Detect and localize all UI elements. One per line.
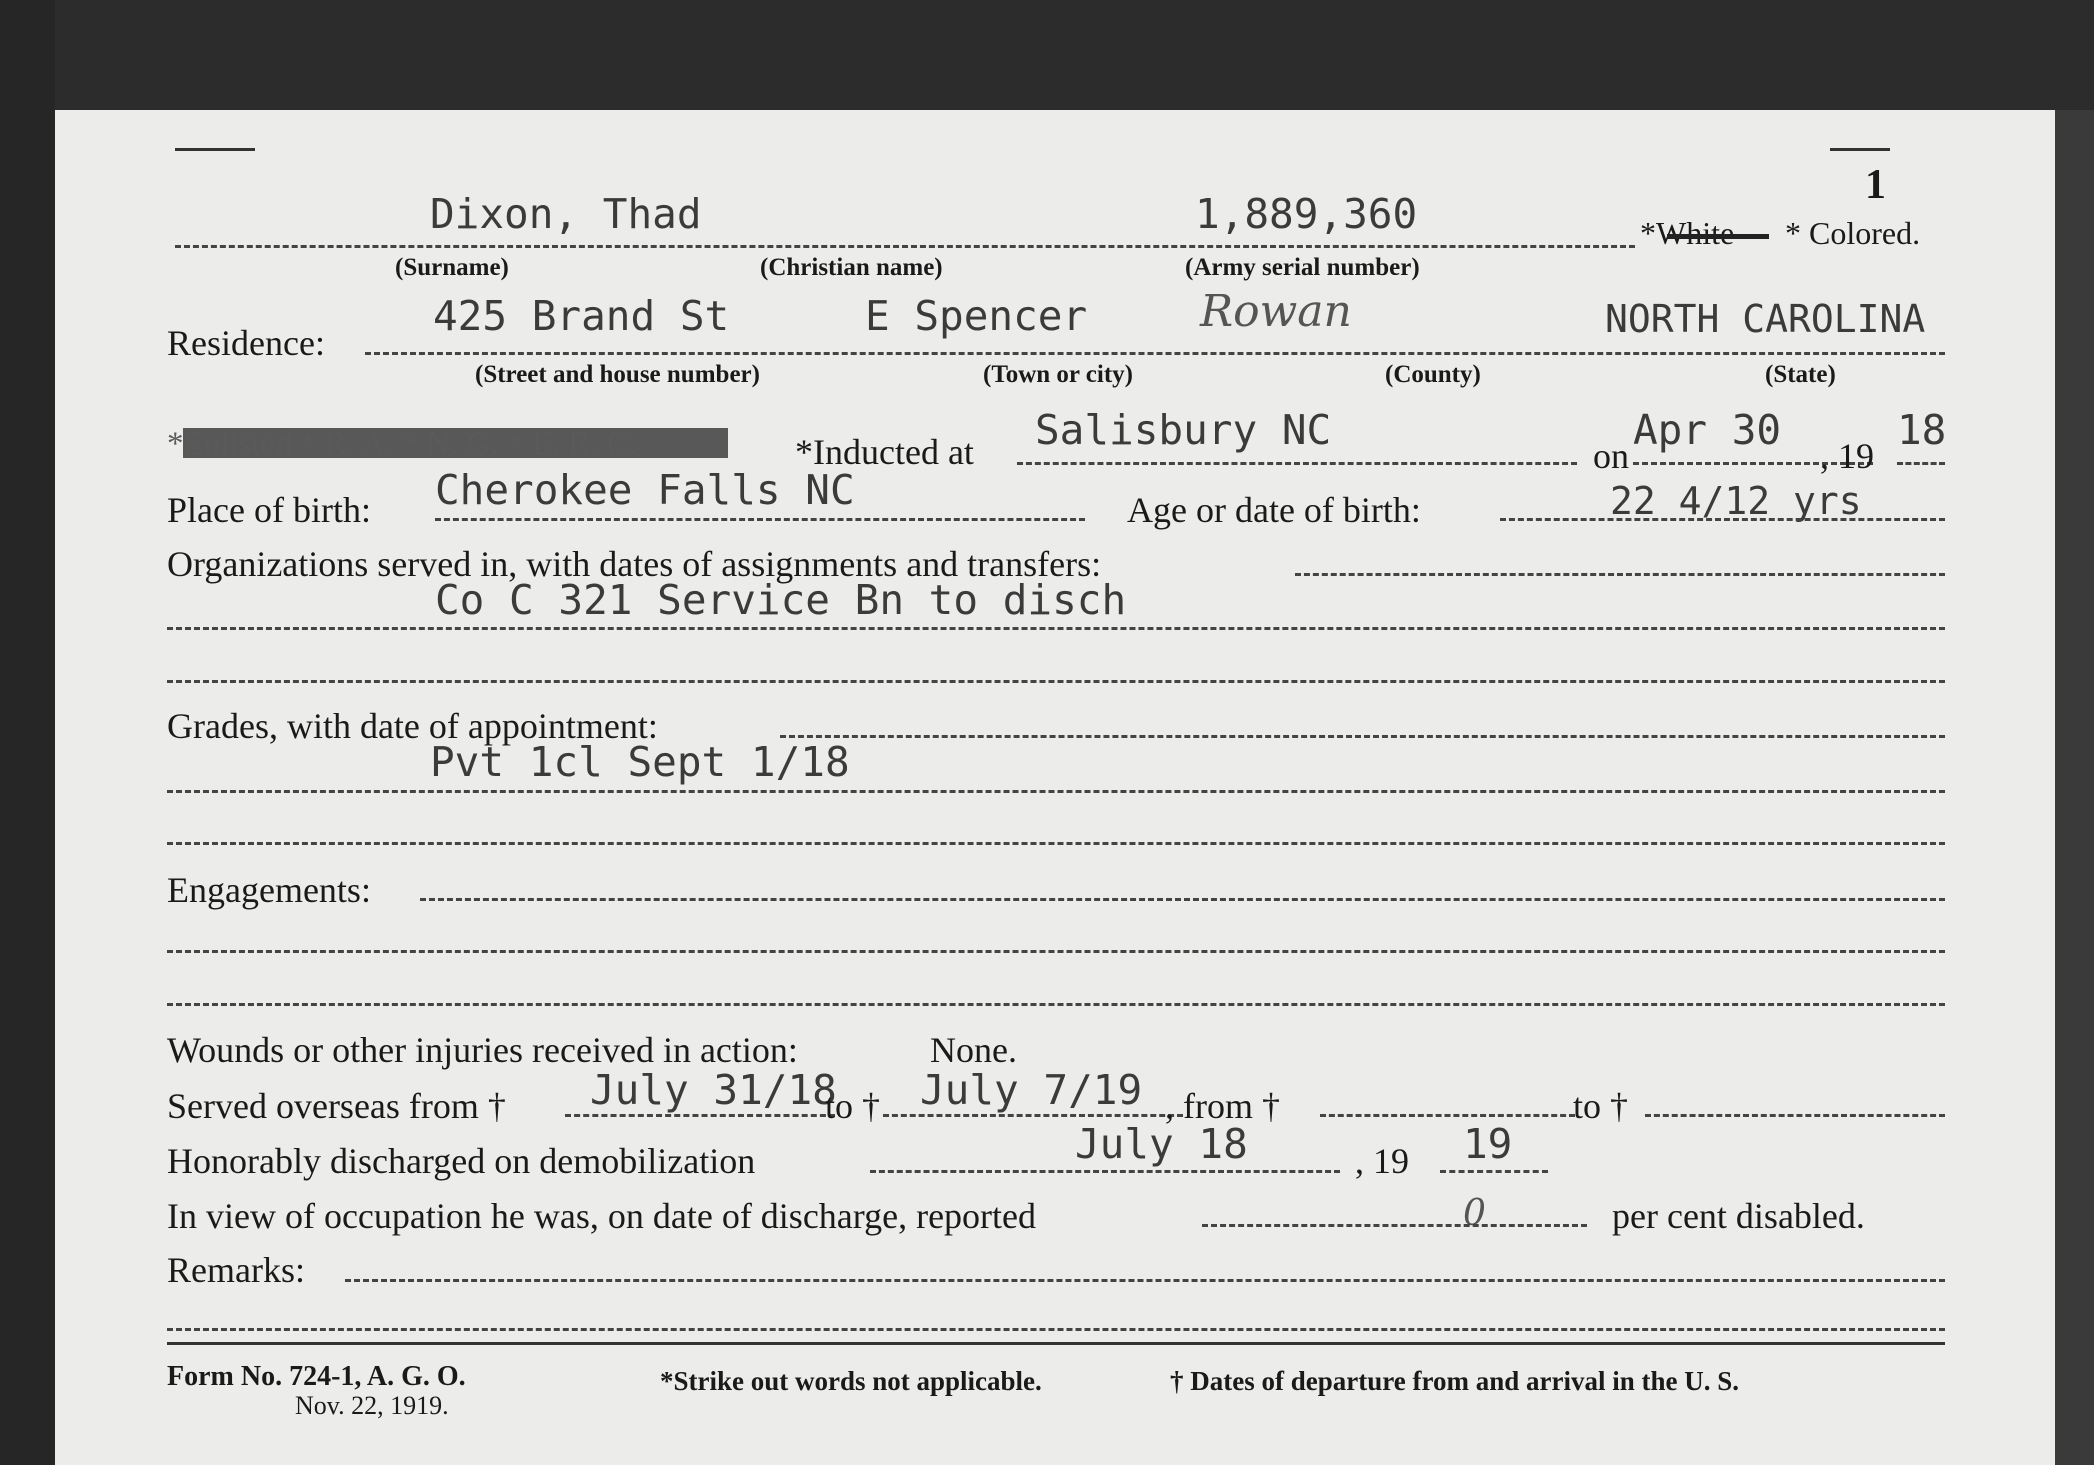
footnote-dates: † Dates of departure from and arrival in the U. S. [1170, 1366, 1739, 1396]
age-line [1500, 518, 1945, 521]
state-value: NORTH CAROLINA [1605, 297, 1926, 341]
overseas-from2-line [1320, 1114, 1575, 1117]
disability-value: 0 [1463, 1193, 1486, 1234]
discharge-year-prefix: , 19 [1355, 1141, 1409, 1181]
grades-line-2 [167, 790, 1945, 793]
induction-year-prefix: , 19 [1820, 436, 1874, 476]
street-value: 425 Brand St [433, 292, 730, 340]
overseas-to-label: to † [825, 1086, 881, 1126]
disability-suffix: per cent disabled. [1612, 1196, 1865, 1236]
inducted-line [1017, 462, 1577, 465]
overseas-from-line [565, 1114, 835, 1117]
form-number: Form No. 724-1, A. G. O. [167, 1361, 466, 1392]
top-left-rule [175, 148, 255, 151]
serial-value: 1,889,360 [1195, 190, 1418, 238]
place-of-birth-value: Cherokee Falls NC [435, 466, 855, 514]
residence-line [365, 352, 1945, 355]
overseas-label: Served overseas from † [167, 1086, 506, 1126]
remarks-line-1 [345, 1279, 1945, 1282]
overseas-from2-label: , from † [1165, 1086, 1280, 1126]
card-number: 1 [1865, 162, 1886, 208]
white-label: *White [1640, 215, 1735, 251]
name-value: Dixon, Thad [430, 190, 702, 238]
remarks-label: Remarks: [167, 1250, 305, 1290]
overseas-to-value: July 7/19 [920, 1066, 1143, 1114]
engagements-line-2 [167, 950, 1945, 953]
induction-date: Apr 30 [1633, 406, 1782, 454]
organizations-line-1 [1295, 573, 1945, 576]
place-of-birth-label: Place of birth: [167, 490, 371, 530]
county-value: Rowan [1200, 286, 1352, 337]
age-value: 22 4/12 yrs [1610, 479, 1862, 523]
discharge-date: July 18 [1075, 1120, 1248, 1168]
scan-background-top [0, 0, 2094, 110]
overseas-to2-line [1645, 1114, 1945, 1117]
top-right-rule [1830, 148, 1890, 151]
enlisted-label: *Enlisted * R. A. * N. G. * E. R. C. [167, 426, 638, 462]
wounds-label: Wounds or other injuries received in action: [167, 1030, 798, 1070]
inducted-label: *Inducted at [795, 432, 974, 472]
grades-line-1 [780, 735, 1945, 738]
age-label: Age or date of birth: [1127, 490, 1421, 530]
footnote-strike-out: *Strike out words not applicable. [660, 1366, 1042, 1396]
engagements-line-3 [167, 1003, 1945, 1006]
white-strike [1667, 234, 1769, 239]
discharge-label: Honorably discharged on demobilization [167, 1141, 756, 1181]
bottom-rule [167, 1342, 1945, 1345]
engagements-label: Engagements: [167, 870, 371, 910]
grades-value: Pvt 1cl Sept 1/18 [430, 738, 850, 786]
induction-year-line [1897, 462, 1945, 465]
scan-background-left [0, 0, 55, 1465]
grades-line-3 [167, 842, 1945, 845]
organizations-label: Organizations served in, with dates of assignments and transfers: [167, 544, 1102, 584]
serial-caption: (Army serial number) [1185, 254, 1420, 281]
on-label: on [1593, 436, 1629, 476]
discharge-date-line [870, 1170, 1340, 1173]
organizations-line-2 [167, 627, 1945, 630]
town-value: E Spencer [865, 292, 1088, 340]
overseas-to2-label: to † [1573, 1086, 1629, 1126]
colored-label: * Colored. [1785, 215, 1921, 251]
induction-year: 18 [1897, 406, 1947, 454]
overseas-to-line [883, 1114, 1183, 1117]
overseas-from-value: July 31/18 [590, 1066, 837, 1114]
place-of-birth-line [435, 518, 1085, 521]
form-date: Nov. 22, 1919. [295, 1391, 449, 1420]
discharge-year: 19 [1463, 1120, 1513, 1168]
street-caption: (Street and house number) [475, 361, 760, 388]
grades-label: Grades, with date of appointment: [167, 706, 658, 746]
surname-caption: (Surname) [395, 254, 509, 281]
town-caption: (Town or city) [983, 361, 1133, 388]
inducted-at-value: Salisbury NC [1035, 406, 1332, 454]
name-line [175, 245, 1635, 248]
disability-line [1202, 1224, 1587, 1227]
residence-label: Residence: [167, 323, 325, 363]
state-caption: (State) [1765, 361, 1836, 388]
engagements-line-1 [420, 898, 1945, 901]
remarks-line-2 [167, 1328, 1945, 1331]
service-record-card [55, 110, 2055, 1465]
discharge-year-line [1440, 1170, 1548, 1173]
disability-label: In view of occupation he was, on date of discharge, reported [167, 1196, 1037, 1236]
wounds-value: None. [930, 1030, 1017, 1070]
christian-name-caption: (Christian name) [760, 254, 943, 281]
county-caption: (County) [1385, 361, 1481, 388]
organizations-value: Co C 321 Service Bn to disch [435, 576, 1127, 624]
organizations-line-3 [167, 680, 1945, 683]
